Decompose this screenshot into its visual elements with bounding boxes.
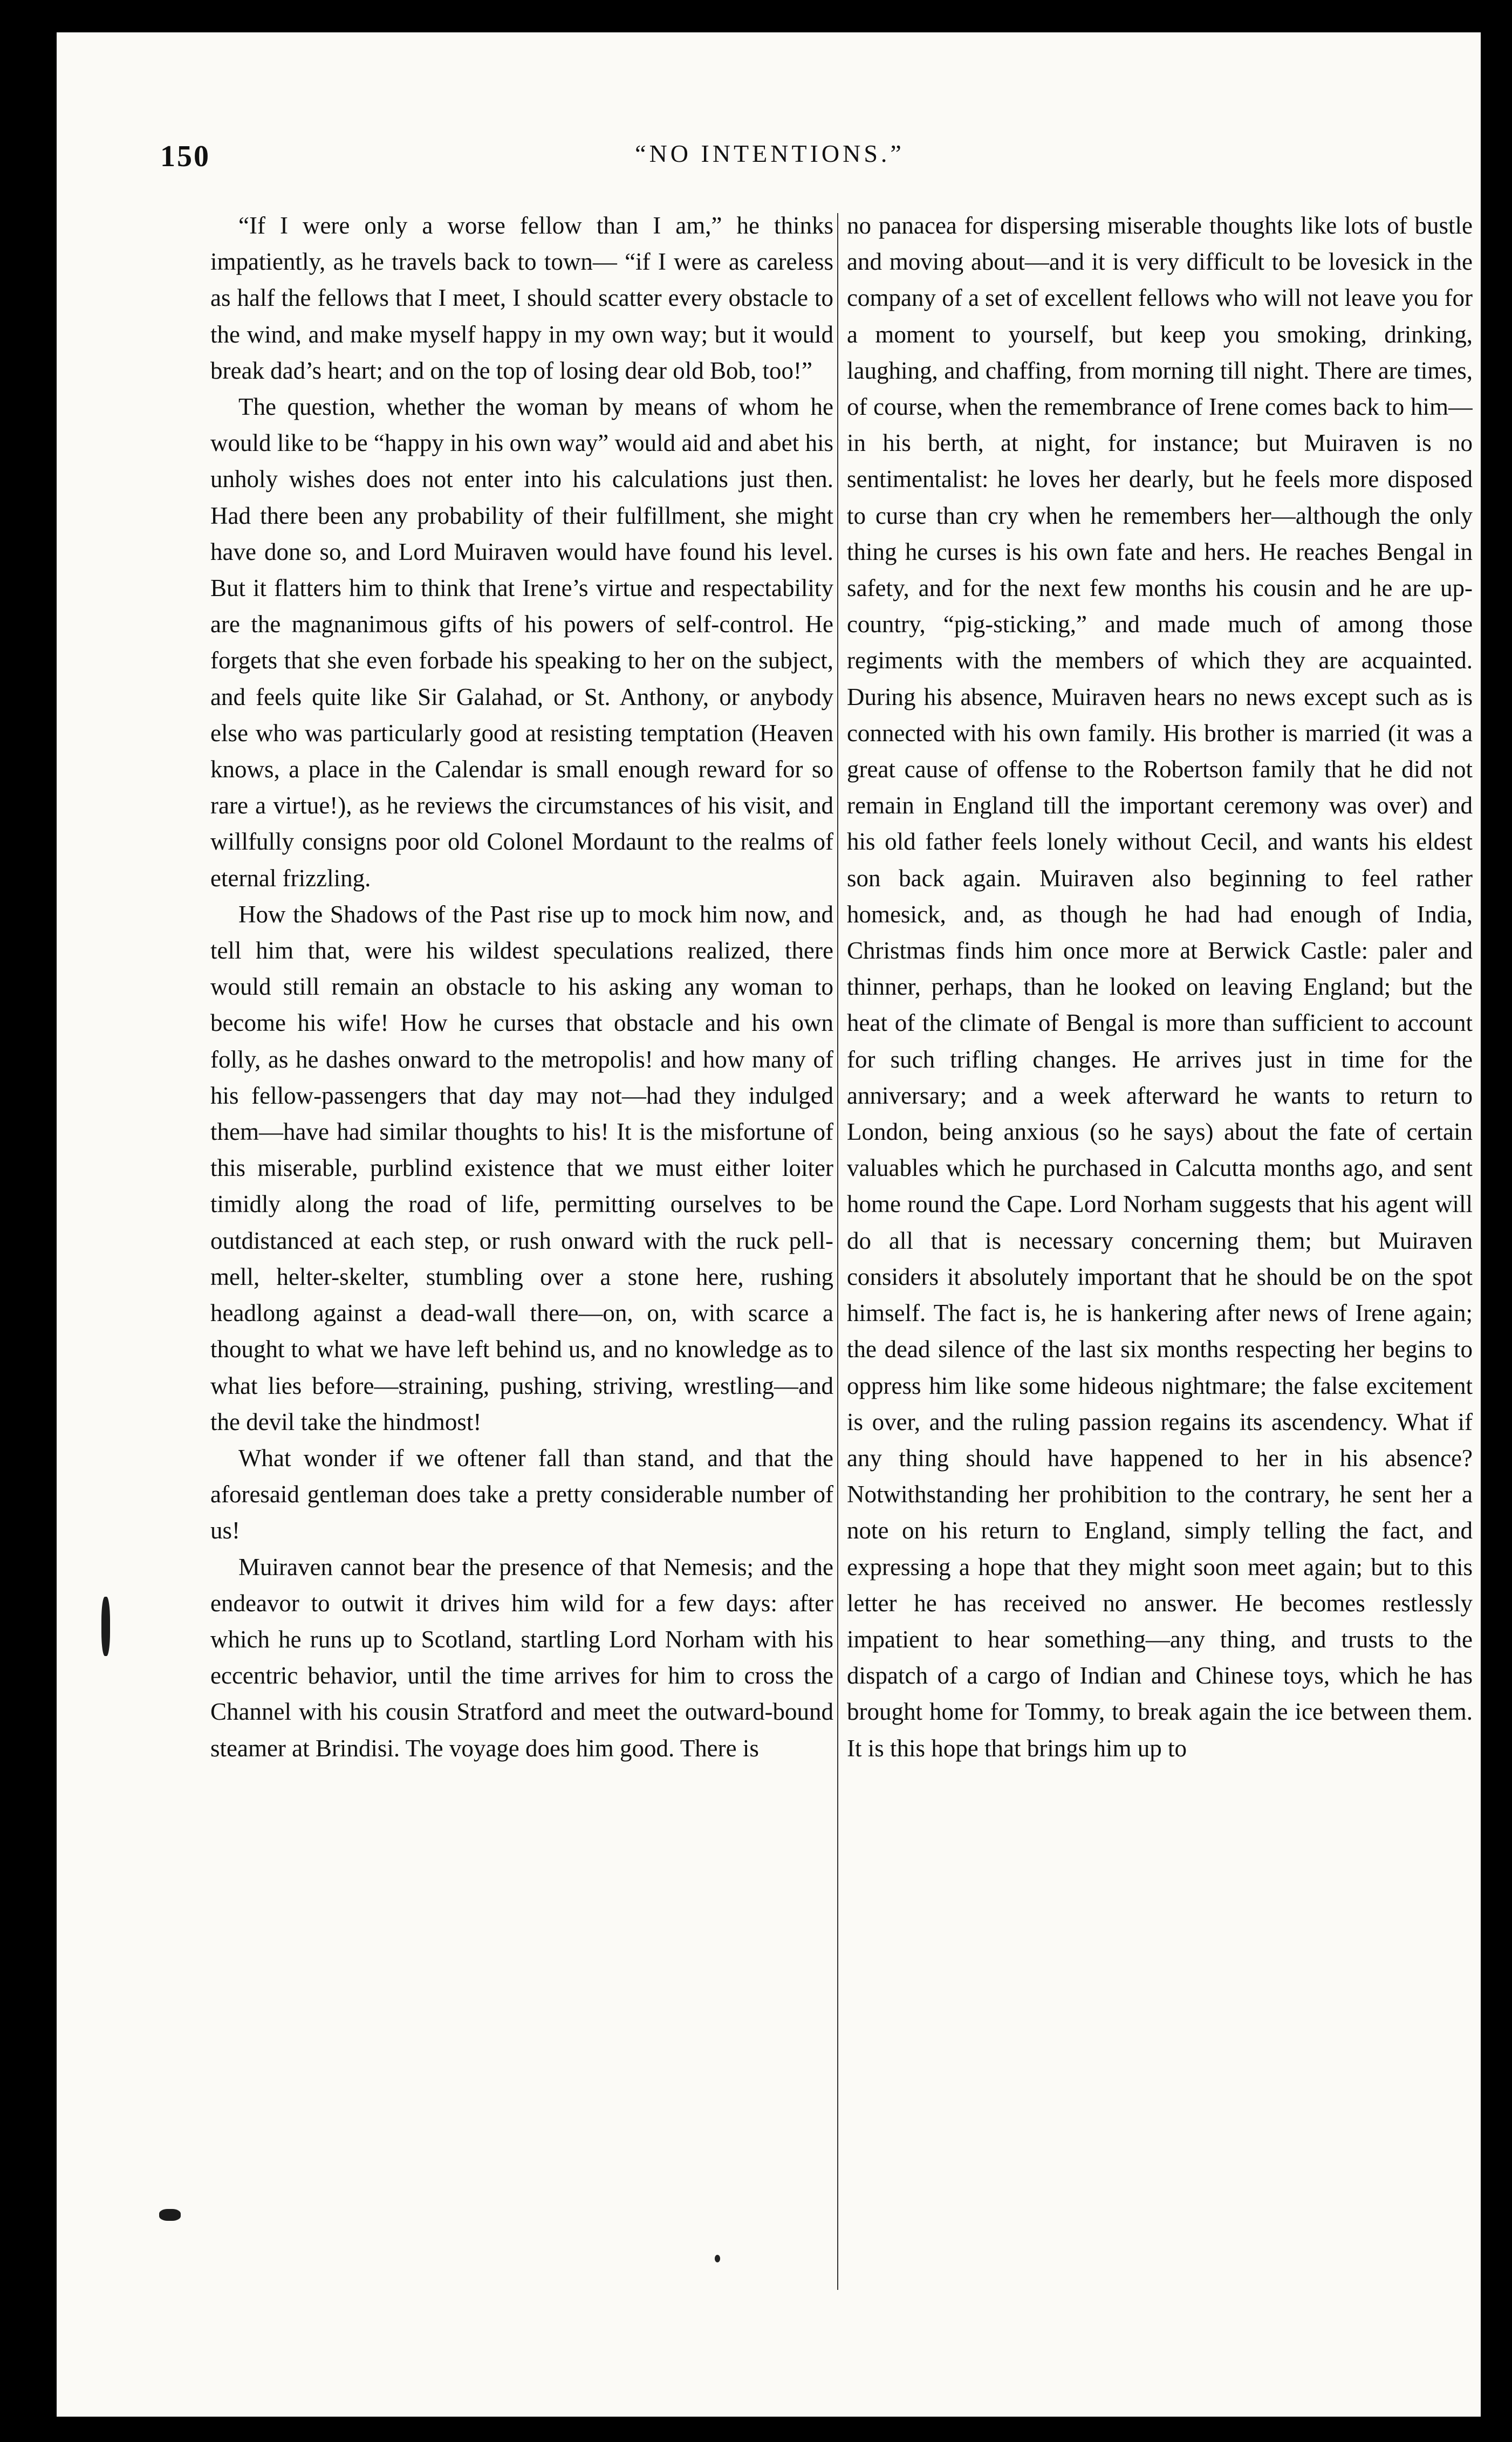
ink-smudge bbox=[101, 1597, 110, 1656]
paragraph: no panacea for dispersing miserable thoughts like lots of bustle and moving about—and it is very difficult to be lovesick in the company of a set of excellent fellows who will not leave you for a moment to yourself, but keep you smoking, drinking, laughing, and chaffing, from morning till night. There are times, of course, when the remembrance of Irene comes back to him—in his berth, at night, for instance; but Muiraven is no sentimentalist: he loves her dearly, but he feels more disposed to curse than cry when he remembers her—although the only thing he curses is his own fate and hers. He reaches Bengal in safety, and for the next few months his cousin and he are up-country, “pig-sticking,” and made much of among those regiments with the members of which they are acquainted. During his absence, Muiraven hears no news except such as is connected with his own family. His brother is married (it was a great cause of offense to the Robertson family that he did not remain in England till the important ceremony was over) and his old father feels lonely without Cecil, and wants his eldest son back again. Muiraven also beginning to feel rather homesick, and, as though he had had enough of India, Christmas finds him once more at Berwick Castle: paler and thinner, perhaps, than he looked on leaving England; but the heat of the climate of Bengal is more than sufficient to account for such trifling changes. He arrives just in time for the anniversary; and a week afterward he wants to return to London, being anxious (so he says) about the fate of certain valuables which he purchased in Calcutta months ago, and sent home round the Cape. Lord Norham suggests that his agent will do all that is necessary concerning them; but Muiraven considers it absolutely important that he should be on the spot himself. The fact is, he is hankering after news of Irene again; the dead silence of the last six months respecting her begins to oppress him like some hideous nightmare; the false excitement is over, and the ruling passion regains its ascendency. What if any thing should have happened to her in his absence? Notwithstanding her prohibition to the contrary, he sent her a note on his return to England, simply telling the fact, and expressing a hope that they might soon meet again; but to this letter he has received no answer. He becomes restlessly impatient to hear something—any thing, and trusts to the dispatch of a cargo of Indian and Chinese toys, which he has brought home for Tommy, to break again the ice between them. It is this hope that brings him up to bbox=[847, 212, 1473, 1762]
text-column-right bbox=[847, 208, 1473, 2295]
paragraph: How the Shadows of the Past rise up to mock him now, and tell him that, were his wildest speculations realized, there would still remain an obstacle to his asking any woman to become his wife! How he curses that obstacle and his own folly, as he dashes onward to the metropolis! and how many of his fellow-passengers that day may not—had they indulged them—have had similar thoughts to his! It is the misfortune of this miserable, purblind existence that we must either loiter timidly along the road of life, permitting ourselves to be outdistanced at each step, or rush onward with the ruck pell-mell, helter-skelter, stumbling over a stone here, rushing headlong against a dead-wall there—on, on, with scarce a thought to what we have left behind us, and no knowledge as to what lies before—straining, pushing, striving, wrestling—and the devil take the hindmost! bbox=[210, 900, 833, 1435]
paragraph: “If I were only a worse fellow than I am,” he thinks impatiently, as he travels back to town— “if I were as careless as half the fellows that I meet, I should scatter every obstacle to the wind, and make myself happy in my own way; but it would break dad’s heart; and on the top of losing dear old Bob, too!” bbox=[210, 212, 833, 384]
ink-speck bbox=[715, 2255, 720, 2262]
text-column-left bbox=[210, 208, 833, 2295]
running-title: “NO INTENTIONS.” bbox=[635, 140, 905, 167]
adjacent-page-edge bbox=[1481, 0, 1512, 2442]
running-head bbox=[160, 139, 1379, 177]
paragraph: What wonder if we oftener fall than stand, and that the aforesaid gentleman does take a pretty considerable number of us! bbox=[210, 1444, 833, 1544]
column-divider bbox=[837, 213, 838, 2290]
ink-smudge bbox=[159, 2209, 181, 2221]
paragraph: The question, whether the woman by means of whom he would like to be “happy in his own way” would aid and abet his unholy wishes does not enter into his calculations just then. Had there been any probability of their fulfillment, she might have done so, and Lord Muiraven would have found his level. But it flatters him to think that Irene’s virtue and respectability are the magnanimous gifts of his powers of self-control. He forgets that she even forbade his speaking to her on the subject, and feels quite like Sir Galahad, or St. Anthony, or anybody else who was particularly good at resisting temptation (Heaven knows, a place in the Calendar is small enough reward for so rare a virtue!), as he reviews the circumstances of his visit, and willfully consigns poor old Colonel Mordaunt to the realms of eternal frizzling. bbox=[210, 393, 833, 892]
paragraph: Muiraven cannot bear the presence of that Nemesis; and the endeavor to outwit it drives him wild for a few days: after which he runs up to Scotland, startling Lord Norham with his eccentric behavior, until the time arrives for him to cross the Channel with his cousin Stratford and meet the outward-bound steamer at Brindisi. The voyage does him good. There is bbox=[210, 1553, 833, 1762]
page-number: 150 bbox=[160, 140, 210, 173]
